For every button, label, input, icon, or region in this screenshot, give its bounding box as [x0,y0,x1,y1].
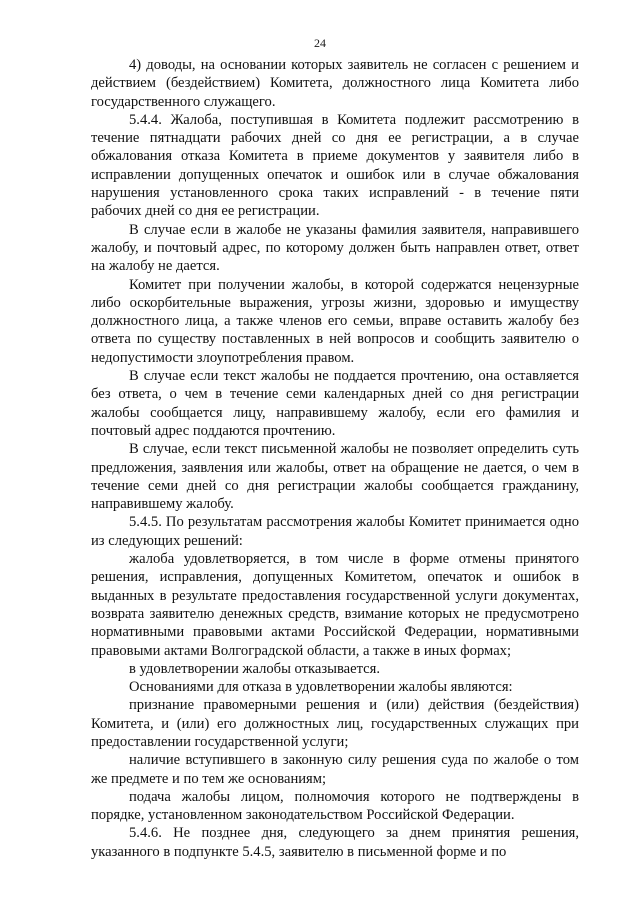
paragraph-5-4-5: 5.4.5. По результатам рассмотрения жалобы Комитет принимается одно из следующих решений: [91,514,579,549]
paragraph-undefined-essence: В случае, если текст письменной жалобы не позволяет определить суть предложения, заявления или жалобы, ответ на обращение не дается, о чем в течение семи дней со дня регистрации жалобы сообщается гражданину, направившему жалобу. [91,441,579,513]
document-body [91,56,579,861]
page-number: 24 [314,36,326,50]
paragraph-unconfirmed-authority: подача жалобы лицом, полномочия которого не подтверждены в порядке, установленном законодательством Российской Федерации. [91,788,579,824]
paragraph-lawful-decision: признание правомерными решения и (или) действия (бездействия) Комитета, и (или) его должностных лиц, государственных служащих при предоставлении государственной услуги; [91,697,579,750]
paragraph-court-decision: наличие вступившего в законную силу решения суда по жалобе о том же предмете и по тем же основаниям; [91,752,579,787]
paragraph-refusal-grounds: Основаниями для отказа в удовлетворении жалобы являются: [129,679,513,696]
paragraph-complaint-satisfied: жалоба удовлетворяется, в том числе в форме отмены принятого решения, исправления, допущенных Комитетом, опечаток и ошибок в выданных в результате предоставления государственной услуги документах, возврата заявителю денежных средств, взимание которых не предусмотрено нормативными правовыми актами Российской Федерации, нормативными правовыми актами Волгоградской области, а также в иных формах; [91,551,579,659]
paragraph-5-4-6: 5.4.6. Не позднее дня, следующего за днем принятия решения, указанного в подпункте 5.4.5, заявителю в письменной форме и по [91,825,579,860]
paragraph-complaint-rejected: в удовлетворении жалобы отказывается. [129,660,381,677]
paragraph-grounds-of-disagreement: 4) доводы, на основании которых заявитель не согласен с решением и действием (бездействием) Комитета, должностного лица Комитета либо государственного служащего. [91,57,579,110]
paragraph-5-4-4: 5.4.4. Жалоба, поступившая в Комитета подлежит рассмотрению в течение пятнадцати рабочих дней со дня ее регистрации, а в случае обжалования отказа Комитета в приеме документов у заявителя либо в исправлении допущенных опечаток и ошибок или в случае обжалования нарушения установленного срока таких исправлений - в течение пяти рабочих дней со дня ее регистрации. [91,111,579,220]
paragraph-no-name-address: В случае если в жалобе не указаны фамилия заявителя, направившего жалобу, и почтовый адрес, по которому должен быть направлен ответ, ответ на жалобу не дается. [91,221,579,275]
paragraph-offensive-content: Комитет при получении жалобы, в которой содержатся нецензурные либо оскорбительные выражения, угрозы жизни, здоровью и имуществу должностного лица, а также членов его семьи, вправе оставить жалобу без ответа по существу поставленных в ней вопросов и сообщить заявителю о недопустимости злоупотребления правом. [91,276,579,366]
paragraph-unreadable-text: В случае если текст жалобы не поддается прочтению, она оставляется без ответа, о чем в течение семи календарных дней со дня регистрации жалобы сообщается лицу, направившему жалобу, если его фамилия и почтовый адрес поддаются прочтению. [91,368,579,439]
